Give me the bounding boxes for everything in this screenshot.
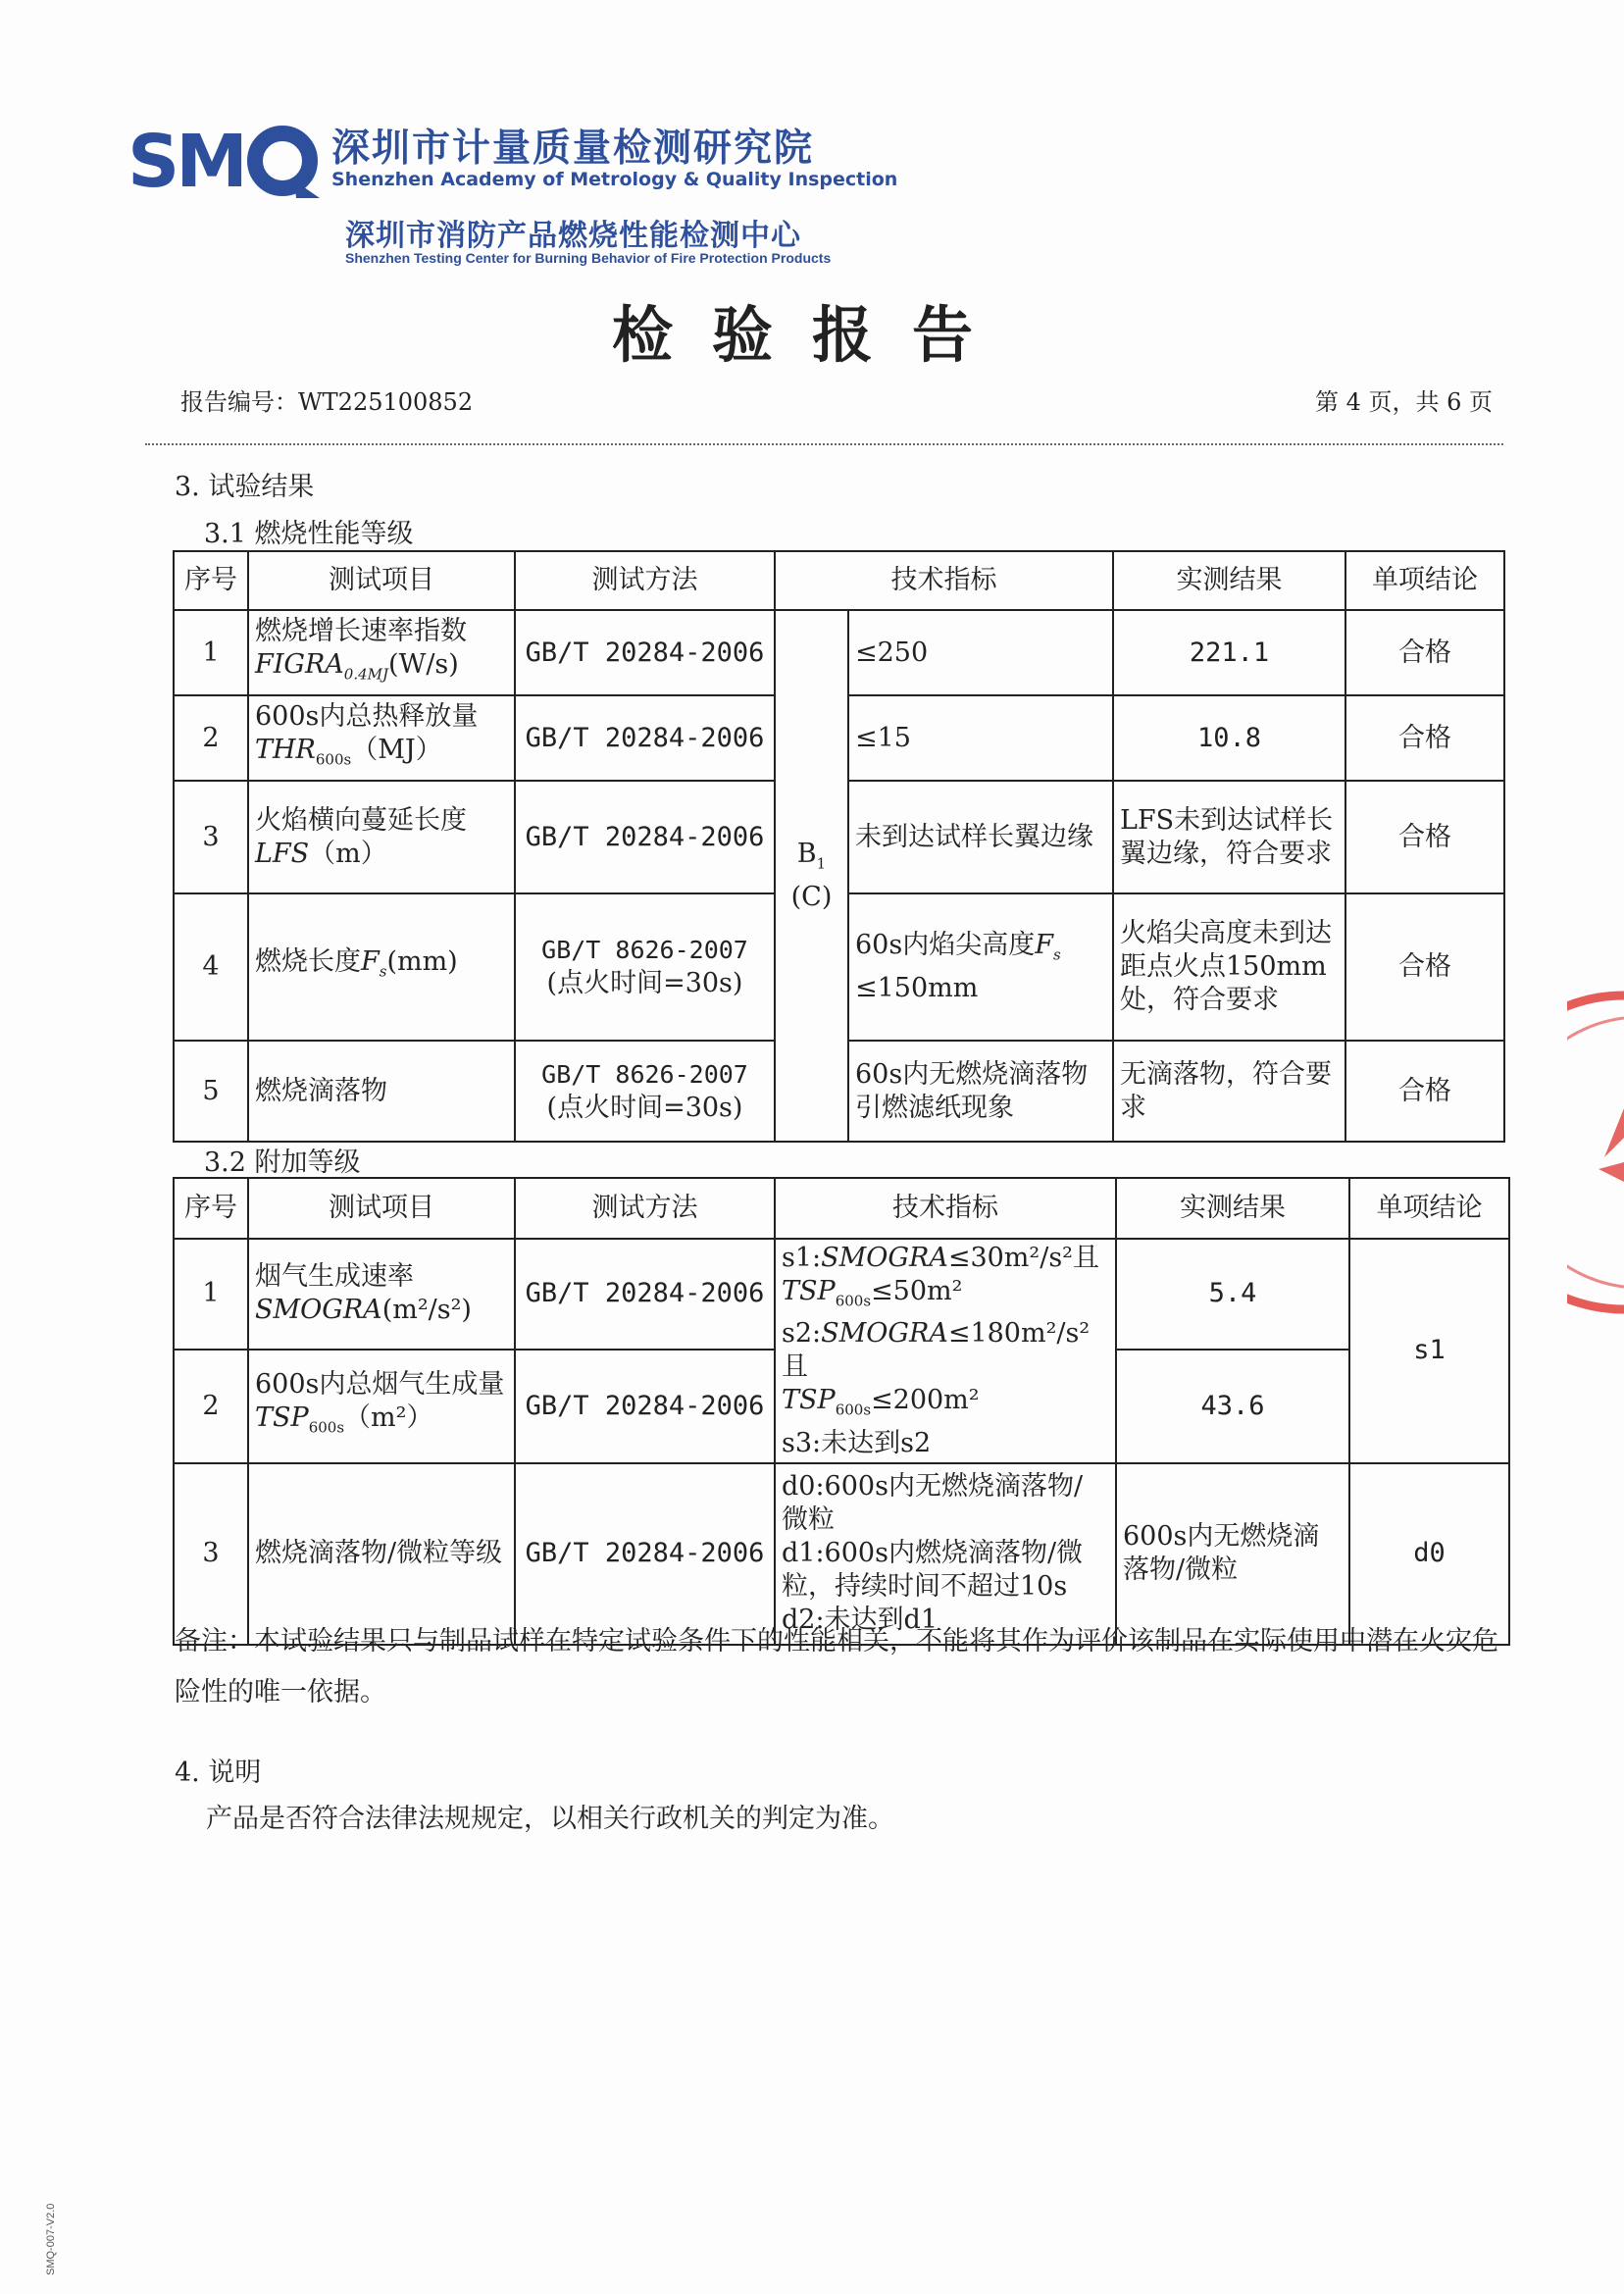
page-number: 第 4 页，共 6 页: [1314, 388, 1493, 416]
col-header-no: 序号: [174, 1178, 248, 1239]
center-name-cn: 深圳市消防产品燃烧性能检测中心: [345, 219, 801, 253]
row-item: 火焰横向蔓延长度 LFS（m）: [248, 781, 515, 893]
row-item: 燃烧增长速率指数 $FIGRA_{0.4MJ}(W/s)$: [248, 610, 515, 695]
row-method: GB/T 20284-2006: [515, 781, 775, 893]
seal-stamp: [1567, 991, 1624, 1314]
row-item: 燃烧滴落物: [248, 1041, 515, 1142]
smoke-spec-cell: s1:SMOGRA≤30m²/s²且 $TSP_{600s}\le 50m^2$ s2:SMOGRA≤180m²/s²且 $TSP_{600s}\le 200m^2$ s3:未达到s2: [775, 1239, 1116, 1463]
center-name-en: Shenzhen Testing Center for Burning Behavior of Fire Protection Products: [345, 250, 832, 266]
table-row: [174, 1239, 1509, 1350]
row-spec: 60s内无燃烧滴落物引燃滤纸现象: [848, 1041, 1113, 1142]
row-result: 43.6: [1116, 1350, 1349, 1463]
section-4-text: 产品是否符合法律法规规定，以相关行政机关的判定为准。: [206, 1804, 894, 1834]
row-spec: 60s内焰尖高度$F_s$ ≤150mm: [848, 893, 1113, 1041]
row-item: 600s内总烟气生成量 $TSP_{600s}(m^2)$: [248, 1350, 515, 1463]
table-header-row: [174, 1178, 1509, 1239]
section-4-title: 4. 说明: [175, 1758, 262, 1788]
report-number: 报告编号：WT225100852: [180, 388, 474, 416]
row-method: GB/T 20284-2006: [515, 1239, 775, 1350]
row-conclusion: 合格: [1345, 610, 1504, 695]
col-header-method: 测试方法: [515, 551, 775, 610]
row-no: 1: [174, 610, 248, 695]
section-3-title: 3. 试验结果: [175, 472, 315, 502]
row-no: 4: [174, 893, 248, 1041]
row-no: 5: [174, 1041, 248, 1142]
row-result: 火焰尖高度未到达距点火点150mm处，符合要求: [1113, 893, 1345, 1041]
row-result: 221.1: [1113, 610, 1345, 695]
smq-logo: [127, 116, 324, 204]
org-name-cn: 深圳市计量质量检测研究院: [331, 127, 815, 171]
burning-performance-table: [173, 550, 1505, 1143]
row-result: LFS未到达试样长翼边缘，符合要求: [1113, 781, 1345, 893]
row-conclusion: d0: [1349, 1463, 1509, 1645]
row-conclusion: 合格: [1345, 781, 1504, 893]
row-conclusion: 合格: [1345, 1041, 1504, 1142]
col-header-conclusion: 单项结论: [1349, 1178, 1509, 1239]
row-conclusion: 合格: [1345, 893, 1504, 1041]
remark-note: 备注：本试验结果只与制品试样在特定试验条件下的性能相关，不能将其作为评价该制品在实际使用中潜在火灾危险性的唯一依据。: [175, 1626, 1498, 1708]
col-header-spec: 技术指标: [775, 551, 1113, 610]
row-result: 5.4: [1116, 1239, 1349, 1350]
col-header-item: 测试项目: [248, 1178, 515, 1239]
col-header-result: 实测结果: [1116, 1178, 1349, 1239]
col-header-conclusion: 单项结论: [1345, 551, 1504, 610]
additional-class-table: [173, 1177, 1510, 1646]
row-spec: d0:600s内无燃烧滴落物/微粒 d1:600s内燃烧滴落物/微粒，持续时间不超过10s d2:未达到d1: [775, 1463, 1116, 1645]
row-method: GB/T 20284-2006: [515, 1350, 775, 1463]
row-spec: 未到达试样长翼边缘: [848, 781, 1113, 893]
section-3-2-title: 3.2 附加等级: [204, 1147, 361, 1178]
row-spec: ≤15: [848, 695, 1113, 781]
section-3-1-title: 3.1 燃烧性能等级: [204, 519, 414, 549]
col-header-result: 实测结果: [1113, 551, 1345, 610]
row-method: GB/T 8626-2007 (点火时间=30s): [515, 1041, 775, 1142]
row-no: 1: [174, 1239, 248, 1350]
row-item: 燃烧滴落物/微粒等级: [248, 1463, 515, 1645]
row-no: 2: [174, 695, 248, 781]
row-item: 600s内总热释放量 $THR_{600s}(MJ)$: [248, 695, 515, 781]
row-spec: ≤250: [848, 610, 1113, 695]
col-header-method: 测试方法: [515, 1178, 775, 1239]
row-result: 无滴落物，符合要求: [1113, 1041, 1345, 1142]
svg-text:SM: SM: [127, 120, 244, 204]
row-result: 10.8: [1113, 695, 1345, 781]
table-header-row: [174, 551, 1504, 610]
table-row: [174, 610, 1504, 695]
col-header-no: 序号: [174, 551, 248, 610]
row-result: 600s内无燃烧滴落物/微粒: [1116, 1463, 1349, 1645]
col-header-spec: 技术指标: [775, 1178, 1116, 1239]
row-method: GB/T 20284-2006: [515, 1463, 775, 1645]
row-conclusion: 合格: [1345, 695, 1504, 781]
row-method: GB/T 20284-2006: [515, 695, 775, 781]
col-header-item: 测试项目: [248, 551, 515, 610]
row-no: 3: [174, 1463, 248, 1645]
row-item: 燃烧长度$F_s(mm)$: [248, 893, 515, 1041]
row-no: 3: [174, 781, 248, 893]
form-code: SMQ-007-V2.0: [45, 2203, 57, 2275]
row-method: GB/T 20284-2006: [515, 610, 775, 695]
org-name-en: Shenzhen Academy of Metrology & Quality Inspection: [331, 169, 898, 190]
row-no: 2: [174, 1350, 248, 1463]
header-divider: [145, 443, 1503, 445]
row-item: 烟气生成速率 SMOGRA(m²/s²): [248, 1239, 515, 1350]
smoke-conclusion: s1: [1349, 1239, 1509, 1463]
row-method: GB/T 8626-2007 (点火时间=30s): [515, 893, 775, 1041]
class-cell: $B_1$ (C): [775, 610, 848, 1142]
report-title: 检验报告: [611, 299, 1012, 371]
